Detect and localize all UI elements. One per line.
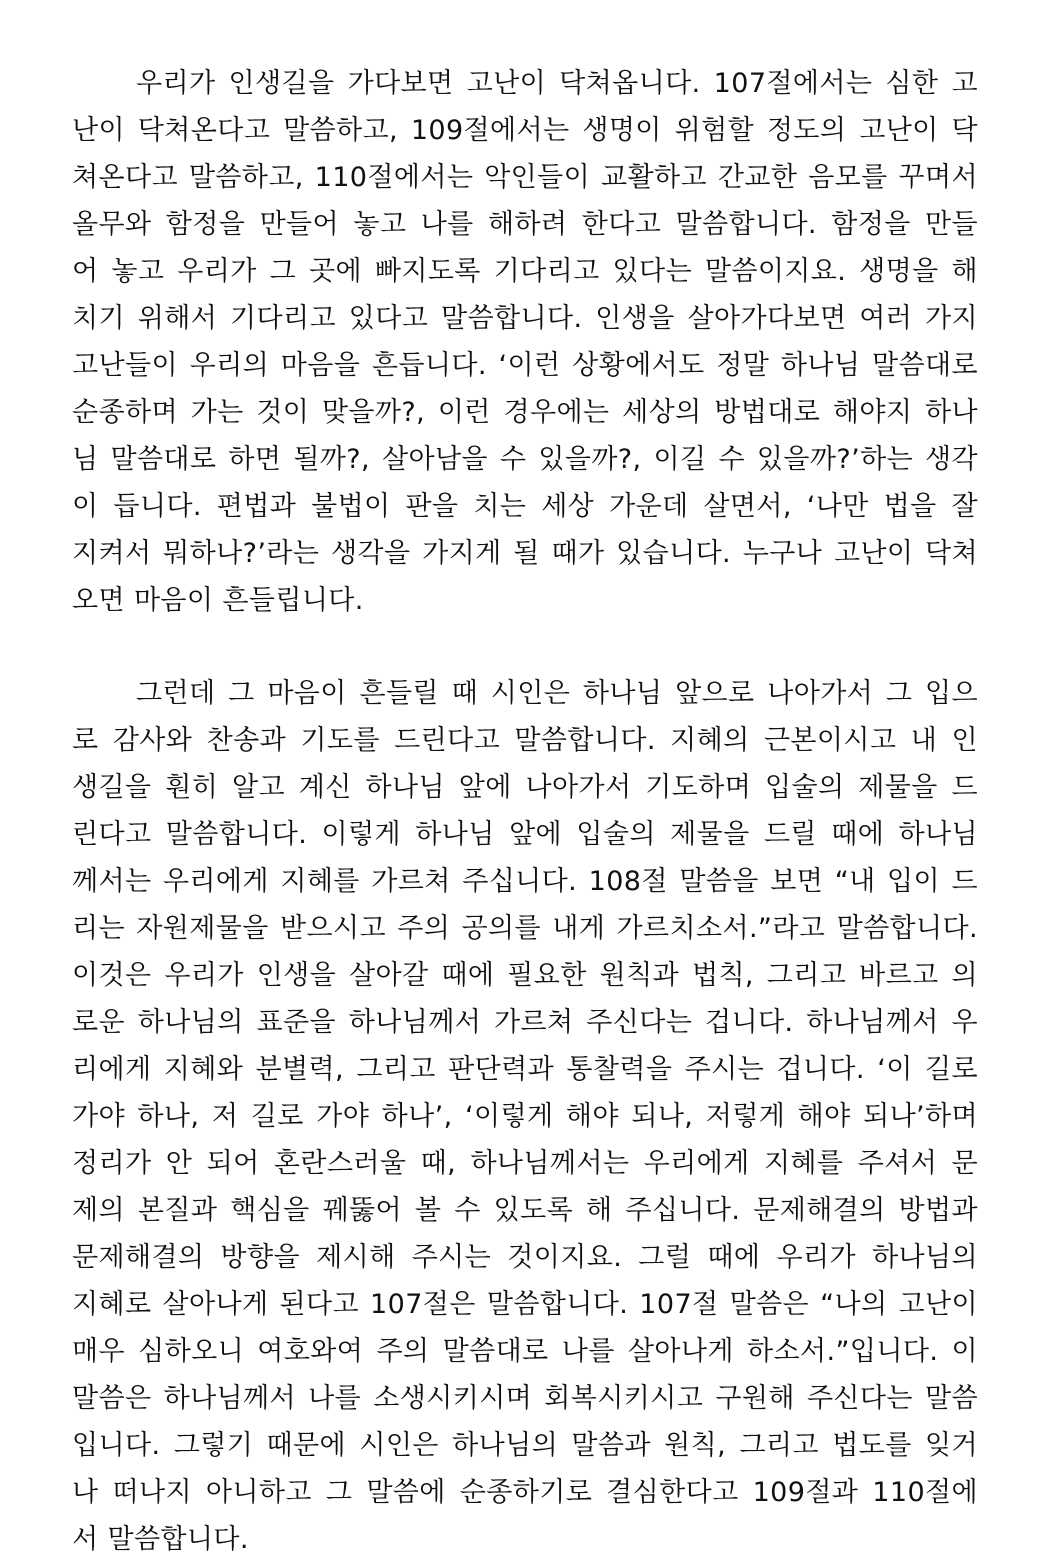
text-line: 난이 닥쳐온다고 말씀하고, 109절에서는 생명이 위험할 정도의 고난이 닥 bbox=[72, 115, 978, 146]
text-line: 순종하며 가는 것이 맞을까?, 이런 경우에는 세상의 방법대로 해야지 하나 bbox=[72, 397, 978, 428]
text-line: 매우 심하오니 여호와여 주의 말씀대로 나를 살아나게 하소서.”입니다. 이 bbox=[72, 1336, 978, 1367]
text-line: 치기 위해서 기다리고 있다고 말씀합니다. 인생을 살아가다보면 여러 가지 bbox=[72, 303, 978, 334]
text-line: 린다고 말씀합니다. 이렇게 하나님 앞에 입술의 제물을 드릴 때에 하나님 bbox=[72, 819, 978, 850]
text-line: 말씀은 하나님께서 나를 소생시키시며 회복시키시고 구원해 주신다는 말씀 bbox=[72, 1383, 978, 1414]
text-line: 문제해결의 방향을 제시해 주시는 것이지요. 그럴 때에 우리가 하나님의 bbox=[72, 1242, 978, 1273]
text-line: 어 놓고 우리가 그 곳에 빠지도록 기다리고 있다는 말씀이지요. 생명을 해 bbox=[72, 256, 978, 287]
text-line: 입니다. 그렇기 때문에 시인은 하나님의 말씀과 원칙, 그리고 법도를 잊거 bbox=[72, 1430, 978, 1461]
text-line: 지켜서 뭐하나?’라는 생각을 가지게 될 때가 있습니다. 누구나 고난이 닥쳐 bbox=[72, 538, 978, 569]
text-line: 나 떠나지 아니하고 그 말씀에 순종하기로 결심한다고 109절과 110절에 bbox=[72, 1477, 978, 1508]
document-page bbox=[72, 60, 978, 1563]
text-line: 께서는 우리에게 지혜를 가르쳐 주십니다. 108절 말씀을 보면 “내 입이 드 bbox=[72, 866, 978, 897]
text-line: 그런데 그 마음이 흔들릴 때 시인은 하나님 앞으로 나아가서 그 입으 bbox=[136, 678, 978, 709]
text-line: 우리가 인생길을 가다보면 고난이 닥쳐옵니다. 107절에서는 심한 고 bbox=[136, 68, 978, 99]
text-line: 리에게 지혜와 분별력, 그리고 판단력과 통찰력을 주시는 겁니다. ‘이 길로 bbox=[72, 1054, 978, 1085]
text-line: 이것은 우리가 인생을 살아갈 때에 필요한 원칙과 법칙, 그리고 바르고 의 bbox=[72, 960, 978, 991]
text-line: 올무와 함정을 만들어 놓고 나를 해하려 한다고 말씀합니다. 함정을 만들 bbox=[72, 209, 978, 240]
text-line: 제의 본질과 핵심을 꿰뚫어 볼 수 있도록 해 주십니다. 문제해결의 방법과 bbox=[72, 1195, 978, 1226]
text-line: 리는 자원제물을 받으시고 주의 공의를 내게 가르치소서.”라고 말씀합니다. bbox=[72, 913, 978, 944]
paragraph-1 bbox=[72, 60, 978, 624]
text-line: 이 듭니다. 편법과 불법이 판을 치는 세상 가운데 살면서, ‘나만 법을 잘 bbox=[72, 491, 978, 522]
text-line: 가야 하나, 저 길로 가야 하나’, ‘이렇게 해야 되나, 저렇게 해야 되나’하며 bbox=[72, 1101, 978, 1132]
text-line: 쳐온다고 말씀하고, 110절에서는 악인들이 교활하고 간교한 음모를 꾸며서 bbox=[72, 162, 978, 193]
paragraph-2 bbox=[72, 670, 978, 1563]
text-line: 고난들이 우리의 마음을 흔듭니다. ‘이런 상황에서도 정말 하나님 말씀대로 bbox=[72, 350, 978, 381]
text-line: 지혜로 살아나게 된다고 107절은 말씀합니다. 107절 말씀은 “나의 고난이 bbox=[72, 1289, 978, 1320]
text-line: 로 감사와 찬송과 기도를 드린다고 말씀합니다. 지혜의 근본이시고 내 인 bbox=[72, 725, 978, 756]
text-line: 생길을 훤히 알고 계신 하나님 앞에 나아가서 기도하며 입술의 제물을 드 bbox=[72, 772, 978, 803]
text-line: 서 말씀합니다. bbox=[72, 1524, 249, 1555]
text-line: 로운 하나님의 표준을 하나님께서 가르쳐 주신다는 겁니다. 하나님께서 우 bbox=[72, 1007, 978, 1038]
text-line: 정리가 안 되어 혼란스러울 때, 하나님께서는 우리에게 지혜를 주셔서 문 bbox=[72, 1148, 978, 1179]
text-line: 님 말씀대로 하면 될까?, 살아남을 수 있을까?, 이길 수 있을까?’하는 생각 bbox=[72, 444, 978, 475]
text-line: 오면 마음이 흔들립니다. bbox=[72, 585, 364, 616]
